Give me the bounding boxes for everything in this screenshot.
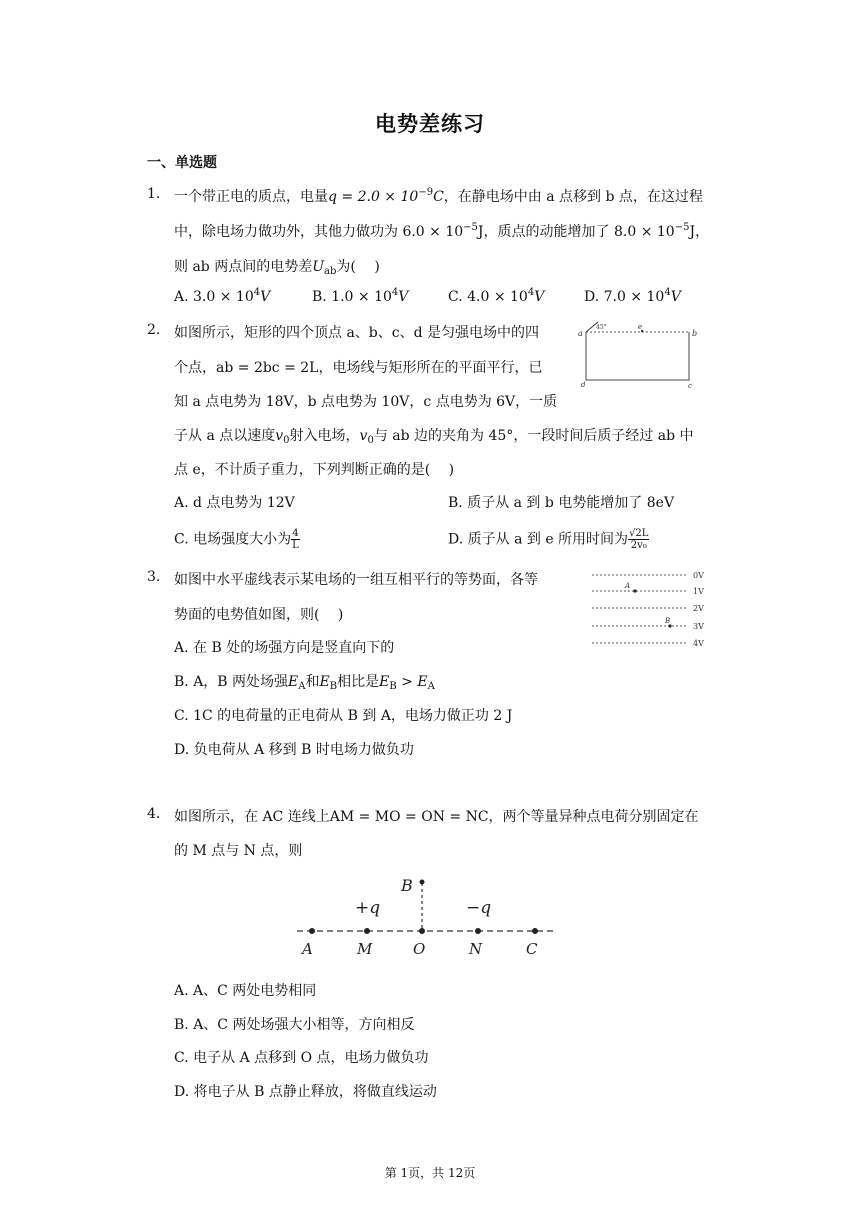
q3-option-d[interactable]: D. 负电荷从 A 移到 B 时电场力做负功 <box>174 742 414 758</box>
denominator: 2v₀ <box>630 540 647 551</box>
exponent: 4 <box>391 287 399 298</box>
q3-option-a[interactable]: A. 在 B 处的场强方向是竖直向下的 <box>174 640 395 656</box>
label-0v: 0V <box>693 571 704 580</box>
text: 和 <box>305 674 320 690</box>
label-o: O <box>413 940 426 958</box>
label-3v: 3V <box>693 622 704 631</box>
text: 子从 a 点以速度 <box>174 428 276 444</box>
text: 中，除电场力做功外，其他力做功为 6.0 × 10 <box>174 224 464 240</box>
rectangle-sides <box>586 332 689 380</box>
q4-option-c[interactable]: C. 电子从 A 点移到 O 点，电场力做负功 <box>174 1050 429 1066</box>
math: E <box>417 674 428 690</box>
question-number: 1. <box>147 186 161 202</box>
q4-option-d[interactable]: D. 将电子从 B 点静止释放，将做直线运动 <box>174 1084 437 1100</box>
label-n: N <box>469 940 483 958</box>
fraction <box>628 528 649 551</box>
label-e: e <box>638 323 643 331</box>
label-b: B <box>401 876 413 895</box>
option-label: B. 1.0 × 10 <box>312 289 392 305</box>
subscript: A <box>298 681 306 692</box>
q2-line-4 <box>174 425 694 445</box>
exponent: −5 <box>674 222 690 233</box>
label-b: B <box>665 617 671 625</box>
label-plus-q: +q <box>355 898 381 918</box>
fraction <box>291 528 300 551</box>
q1-line-3 <box>174 256 380 276</box>
text: J， <box>689 224 710 240</box>
q2-option-d[interactable] <box>448 528 649 551</box>
q1-line-2 <box>174 221 709 241</box>
q2-option-a[interactable]: A. d 点电势为 12V <box>174 495 295 511</box>
option-label: D. 质子从 a 到 e 所用时间为 <box>448 531 629 548</box>
subscript: A <box>427 681 435 692</box>
math: E <box>379 674 390 690</box>
exponent: −5 <box>463 222 478 233</box>
equipotential-figure <box>590 566 714 650</box>
q2-option-c[interactable] <box>174 528 300 551</box>
q4-option-a[interactable]: A. A、C 两处电势相同 <box>174 983 317 999</box>
question-number: 3. <box>147 569 161 585</box>
label-b: b <box>692 329 698 338</box>
exponent: −9 <box>418 187 434 198</box>
math: v <box>275 428 284 444</box>
text: 射入电场， <box>289 428 360 444</box>
text: 为( ) <box>336 259 380 275</box>
denominator: L <box>292 540 299 551</box>
text: ，在静电场中由 a 点移到 b 点，在这过程 <box>443 189 703 205</box>
q3-option-c[interactable]: C. 1C 的电荷量的正电荷从 B 到 A，电场力做正功 2 J <box>174 708 513 724</box>
point-b <box>420 880 425 885</box>
q2-option-b[interactable]: B. 质子从 a 到 b 电势能增加了 8eV <box>448 495 675 511</box>
label-m: M <box>357 940 373 958</box>
math: v <box>359 428 368 444</box>
label-d: d <box>581 381 586 388</box>
label-a: a <box>578 329 583 338</box>
q4-option-b[interactable]: B. A、C 两处场强大小相等，方向相反 <box>174 1017 415 1033</box>
q4-line-1: 如图所示，在 AC 连线上AM = MO = ON = NC，两个等量异种点电荷分别固定在 <box>174 809 699 825</box>
q1-line-1 <box>174 186 703 206</box>
label-1v: 1V <box>693 587 704 596</box>
label-c: c <box>688 382 692 388</box>
unit: C <box>433 189 444 205</box>
subscript: B <box>329 681 338 692</box>
section-title: 一、单选题 <box>147 155 217 171</box>
text: 与 ab 边的夹角为 45°，一段时间后质子经过 ab 中 <box>373 428 694 444</box>
q2-line-2: 个点，ab = 2bc = 2L，电场线与矩形所在的平面平行，已 <box>174 360 543 376</box>
text: > <box>396 674 418 690</box>
point-a <box>309 928 315 934</box>
label-angle: 45° <box>596 324 607 331</box>
question-number: 2. <box>147 322 161 338</box>
point-n <box>475 928 481 934</box>
subscript: 0 <box>367 435 374 446</box>
label-a: A <box>302 940 313 958</box>
math: E <box>319 674 330 690</box>
exponent: 4 <box>527 287 535 298</box>
q1-option-b[interactable] <box>312 289 408 305</box>
text: 则 ab 两点间的电势差 <box>174 259 313 275</box>
charges-figure <box>295 872 560 962</box>
math: E <box>288 674 299 690</box>
unit: V <box>398 289 409 305</box>
q1-option-d[interactable] <box>584 289 681 305</box>
point-c <box>532 928 538 934</box>
point-o <box>419 928 425 934</box>
text: J，质点的动能增加了 8.0 × 10 <box>477 224 675 240</box>
math: q = 2.0 × 10 <box>328 189 419 205</box>
option-label: C. 4.0 × 10 <box>448 289 528 305</box>
unit: V <box>534 289 545 305</box>
q3-option-b[interactable] <box>174 671 435 691</box>
label-a: A <box>625 582 631 590</box>
option-label: A. 3.0 × 10 <box>174 289 254 305</box>
unit: V <box>670 289 681 305</box>
exponent: 4 <box>253 287 261 298</box>
label-2v: 2V <box>693 604 704 613</box>
q3-line-2: 势面的电势值如图，则( ) <box>174 607 344 623</box>
label-c: C <box>526 940 538 958</box>
q3-line-1: 如图中水平虚线表示某电场的一组互相平行的等势面，各等 <box>174 572 538 588</box>
question-number: 4. <box>147 806 161 822</box>
math: U <box>312 259 325 275</box>
q1-option-c[interactable] <box>448 289 544 305</box>
subscript: B <box>389 681 397 692</box>
point-m <box>364 928 370 934</box>
option-label: C. 电场强度大小为 <box>174 531 292 548</box>
subscript: 0 <box>283 435 290 446</box>
rectangle-figure <box>576 318 700 388</box>
point-a <box>633 589 636 592</box>
q2-line-1: 如图所示，矩形的四个顶点 a、b、c、d 是匀强电场中的四 <box>174 325 540 341</box>
numerator: 4 <box>292 528 299 539</box>
unit: V <box>260 289 271 305</box>
label-minus-q: −q <box>466 898 492 918</box>
q1-option-a[interactable] <box>174 289 270 305</box>
subscript: ab <box>324 266 337 277</box>
exponent: 4 <box>664 287 671 298</box>
numerator: √2L <box>629 528 649 539</box>
option-label: D. 7.0 × 10 <box>584 289 665 305</box>
label-4v: 4V <box>693 639 704 648</box>
text: 相比是 <box>337 674 380 690</box>
q2-line-3: 知 a 点电势为 18V，b 点电势为 10V，c 点电势为 6V，一质 <box>174 394 558 410</box>
page-footer: 第 1页，共 12页 <box>384 1166 476 1180</box>
text: 一个带正电的质点，电量 <box>174 189 328 205</box>
q2-line-5: 点 e，不计质子重力，下列判断正确的是( ) <box>174 462 455 478</box>
text: B. A，B 两处场强 <box>174 674 289 690</box>
q4-line-2: 的 M 点与 N 点，则 <box>174 843 303 859</box>
page-title: 电势差练习 <box>375 112 485 136</box>
